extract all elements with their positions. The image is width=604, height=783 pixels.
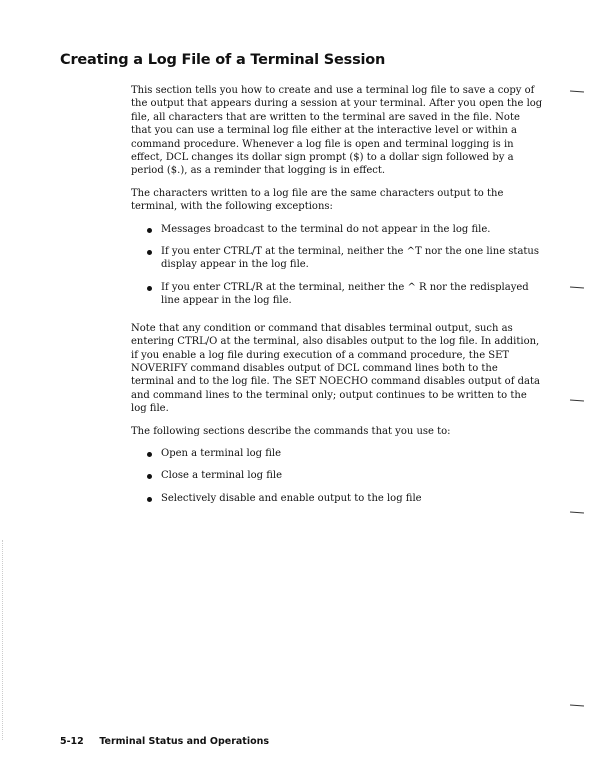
margin-mark: [570, 287, 584, 289]
commands-list: [131, 447, 543, 505]
note-paragraph: Note that any condition or command that disables terminal output, such as entering CTRL/O at the terminal, also disables output to the log file. In addition, if you enable a log file during execution of a command procedure, the SET NOVERIFY command disables output of DCL command lines both to the terminal and to the log file. The SET NOECHO command disables output of data and command lines to the terminal only; output continues to be written to the log file.: [131, 322, 540, 415]
list-item: Selectively disable and enable output to the log file: [131, 492, 543, 505]
chapter-title: Terminal Status and Operations: [99, 736, 270, 747]
page-number: 5-12: [60, 736, 84, 747]
section-heading: Creating a Log File of a Terminal Session: [60, 52, 386, 68]
list-item: If you enter CTRL/R at the terminal, neither the ^ R nor the redisplayed line appear in the log file.: [131, 281, 543, 308]
list-item: Close a terminal log file: [131, 469, 543, 482]
margin-mark: [570, 705, 584, 707]
margin-mark: [570, 400, 584, 402]
list-item: Open a terminal log file: [131, 447, 543, 460]
sections-intro-paragraph: The following sections describe the commands that you use to:: [131, 425, 451, 437]
intro-paragraph: This section tells you how to create and use a terminal log file to save a copy of the output that appears during a session at your terminal. After you open the log file, all characters that are written to the terminal are saved in the file. Note that you can use a terminal log file either at the interactive level or within a command procedure. Whenever a log file is open and terminal logging is in effect, DCL changes its dollar sign prompt ($) to a dollar sign followed by a period ($.), as a reminder that logging is in effect.: [131, 85, 543, 177]
section-body: [131, 84, 543, 514]
exceptions-intro-paragraph: The characters written to a log file are the same characters output to the terminal, with the following exceptions:: [131, 187, 504, 213]
margin-mark: [570, 91, 584, 93]
scan-edge-line: [2, 540, 3, 740]
margin-mark: [570, 512, 584, 514]
page-footer: [60, 736, 269, 747]
exceptions-list: [131, 223, 543, 308]
list-item: Messages broadcast to the terminal do not appear in the log file.: [131, 223, 543, 236]
list-item: If you enter CTRL/T at the terminal, neither the ^T nor the one line status display appear in the log file.: [131, 245, 543, 272]
